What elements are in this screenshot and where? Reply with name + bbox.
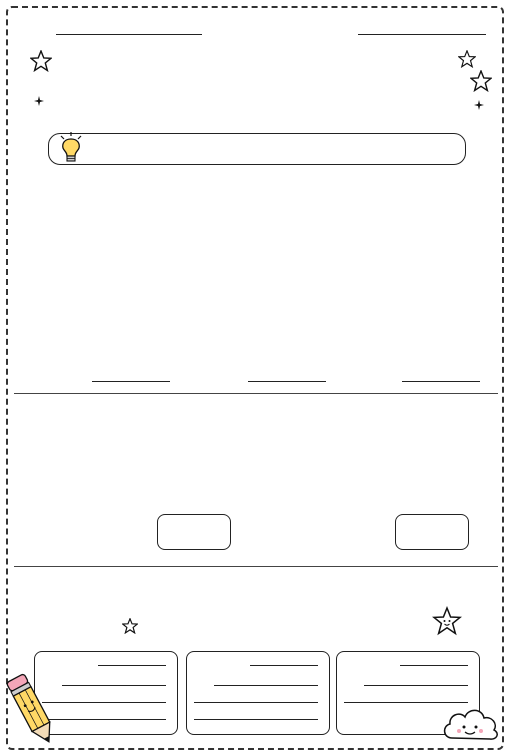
s3-b-why-line[interactable] [194, 719, 318, 720]
smiling-star-icon [432, 606, 462, 636]
divider [14, 566, 498, 567]
tip-box [48, 133, 466, 165]
s3-a-why-line[interactable] [42, 719, 166, 720]
pencil-character-icon [6, 670, 58, 750]
s3-a-why-line[interactable] [62, 685, 166, 686]
sparkle-icon [474, 100, 484, 110]
lightbulb-icon [58, 132, 84, 166]
s3-b-why-line[interactable] [214, 685, 318, 686]
s2-a-solution-box[interactable] [157, 514, 231, 550]
s2-b-solution-box[interactable] [395, 514, 469, 550]
s3-b-type-field[interactable] [250, 665, 318, 666]
sparkle-icon [34, 96, 44, 106]
s1-a-solution-field[interactable] [92, 381, 170, 382]
divider [14, 393, 498, 394]
name-field[interactable] [56, 34, 202, 35]
star-icon [30, 50, 52, 72]
s3-b-answer-box[interactable] [186, 651, 330, 735]
star-icon [470, 70, 492, 92]
date-field[interactable] [358, 34, 486, 35]
page-border [6, 6, 504, 750]
cloud-character-icon [440, 700, 502, 744]
s3-a-why-line[interactable] [42, 702, 166, 703]
s1-c-solution-field[interactable] [402, 381, 480, 382]
s3-c-why-line[interactable] [364, 685, 468, 686]
star-icon [122, 618, 138, 634]
s3-b-why-line[interactable] [194, 702, 318, 703]
s1-b-solution-field[interactable] [248, 381, 326, 382]
star-icon [458, 50, 476, 68]
s3-c-type-field[interactable] [400, 665, 468, 666]
s3-a-type-field[interactable] [98, 665, 166, 666]
